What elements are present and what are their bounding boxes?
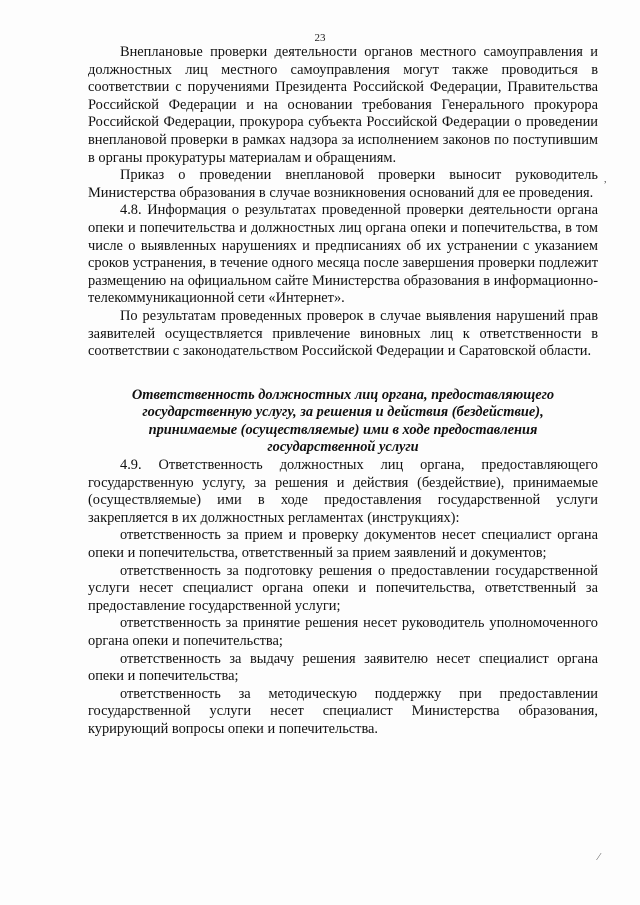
section-heading-line: государственную услугу, за решения и действия (бездействие),	[142, 404, 544, 421]
responsibility-item: ответственность за прием и проверку документов несет специалист органа опеки и попечительства, ответственный за прием заявлений и документов;	[88, 527, 598, 562]
section-heading	[88, 387, 598, 457]
page-number: 23	[314, 32, 326, 44]
section-heading-line: государственной услуги	[267, 439, 419, 456]
paragraph-inspection-results: По результатам проведенных проверок в случае выявления нарушений прав заявителей осуществляется привлечение виновных лиц к ответственности в соответствии с законодательством Российской Федерации и Саратовской области.	[88, 307, 598, 360]
responsibility-item: ответственность за подготовку решения о предоставлении государственной услуги несет специалист органа опеки и попечительства, ответственный за предоставление государственной услуги;	[88, 562, 598, 614]
section-heading-line: Ответственность должностных лиц органа, предоставляющего	[131, 386, 555, 403]
paragraph-4-9: 4.9. Ответственность должностных лиц органа, предоставляющего государственную услугу, за решения и действия (бездействие), принимаемые (осуществляемые) ими в ходе предоставления государственной услуги закрепляется в их должностных регламентах (инструкциях):	[88, 457, 598, 526]
scan-mark: ⁄	[598, 852, 600, 863]
document-body	[88, 44, 598, 739]
scan-mark: ,	[604, 174, 607, 185]
paragraph-4-8: 4.8. Информация о результатах проведенной проверки деятельности органа опеки и попечительства и должностных лиц органа опеки и попечительства, в том числе о выявленных нарушениях и предписаниях об их устранении с указанием сроков устранения, в течение одного месяца после завершения проверки подлежит размещению на официальном сайте Министерства образования в информационно-телекоммуникационной сети «Интернет».	[88, 202, 598, 307]
paragraph-inspection-order: Приказ о проведении внеплановой проверки выносит руководитель Министерства образования в случае возникновения оснований для ее проведения.	[88, 167, 598, 201]
responsibility-item: ответственность за выдачу решения заявителю несет специалист органа опеки и попечительства;	[88, 650, 598, 685]
responsibility-item: ответственность за методическую поддержку при предоставлении государственной услуги несет специалист Министерства образования, курирующий вопросы опеки и попечительства.	[88, 685, 598, 737]
responsibility-item: ответственность за принятие решения несет руководитель уполномоченного органа опеки и попечительства;	[88, 615, 598, 649]
section-heading-line: принимаемые (осуществляемые) ими в ходе предоставления	[148, 421, 538, 438]
paragraph-unscheduled-inspections: Внеплановые проверки деятельности органов местного самоуправления и должностных лиц местного самоуправления могут также проводиться в соответствии с поручениями Президента Российской Федерации, Правительства Российской Федерации и на основании требования Генерального прокурора Российской Федерации, прокурора субъекта Российской Федерации о проведении внеплановой проверки в рамках надзора за исполнением законов по поступившим в органы прокуратуры материалам и обращениям.	[88, 44, 598, 166]
